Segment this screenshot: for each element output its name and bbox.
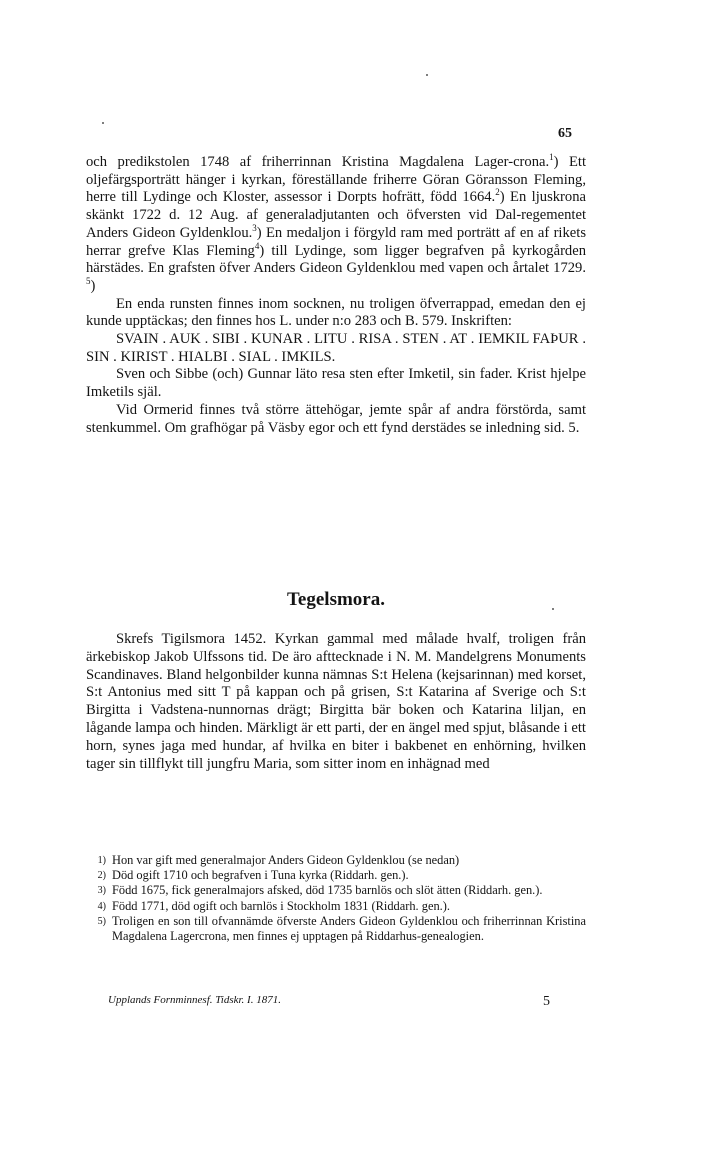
- footnote-ref: 3: [252, 222, 257, 233]
- footnote-mark: 5): [97, 915, 106, 927]
- body-text: [86, 154, 586, 437]
- speck-mark: [426, 74, 428, 76]
- footnote-mark: 1): [97, 855, 106, 866]
- footnote: [86, 914, 586, 944]
- footnote-text: Född 1675, fick generalmajors afsked, död 1735 barnlös och slöt ätten (Riddarh. gen.).: [112, 883, 543, 898]
- footnote: [86, 899, 586, 914]
- section-paragraph: Skrefs Tigilsmora 1452. Kyrkan gammal med målade hvalf, troligen från ärkebiskop Jakob Ulfssons tid. De äro afttecknade i N. M. Mandelgrens Monuments Scandinaves. Bland helgonbilder kunna nämnas S:t Helena (kejsarinnan) med korset, S:t Antonius med sitt T på kappan och på grisen, S:t Katarina af Sverige och S:t Birgitta i Vadstena-nunnornas drägt; Birgitta bär boken och Katarina liljan, en lågande lampa och hinden. Märkligt är ett parti, der en ängel med spjut, blåsande i ett horn, synes jaga med hundar, af hvilka en biter i bakbenet en enhörning, hvilken tager sin tillflykt till jungfru Maria, som sitter inom en inhägnad med: [86, 631, 586, 772]
- paragraph-2: En enda runsten finnes inom socknen, nu troligen öfverrappad, emedan den ej kunde upptäckas; den finnes hos L. under n:o 283 och B. 579. Inskriften:: [86, 295, 586, 330]
- speck-mark: [102, 122, 104, 124]
- footnote-ref: 5: [86, 276, 91, 287]
- footnote-ref: 1: [549, 152, 554, 163]
- footnote-ref: 2: [495, 187, 500, 198]
- text-run: En medaljon i förgyld ram med porträtt af en af rikets herrar grefve Klas Fleming: [86, 224, 587, 259]
- rune-inscription: SVAIN . AUK . SIBI . KUNAR . LITU . RISA . STEN . AT . IEMKIL FAÞUR . SIN . KIRIST . HIALBI . SIAL . IMKILS.: [86, 331, 586, 365]
- text-run: till Lydinge, som ligger begrafven på kyrkogården härstädes. En grafsten öfver Anders Gideon Gyldenklou med vapen och årtalet 1729.: [86, 242, 586, 277]
- paragraph-4: Vid Ormerid finnes två större ättehögar, jemte spår af andra förstörda, samt stenkummel. Om grafhögar på Väsby egor och ett fynd derstädes se inledning sid. 5.: [86, 401, 586, 436]
- footnote-text: Troligen en son till ofvannämde öfverste Anders Gideon Gyldenklou och friherrinnan Kristina Magdalena Lagercrona, men finnes ej upptagen på Riddarhus-genealogien.: [112, 913, 586, 944]
- footnote-mark: 3): [97, 885, 106, 897]
- footnote-text: Född 1771, död ogift och barnlös i Stockholm 1831 (Riddarh. gen.).: [112, 898, 450, 913]
- paragraph-1: och predikstolen 1748 af friherrinnan Kristina Magdalena Lager-crona.$^1$) Ett oljefärgsporträtt hänger i kyrkan, föreställande friherre Göran Göransson Fleming, herre till Lydinge och Kloster, assessor i Dorpts hofrätt, född 1664.$^2$) En ljuskrona skänkt 1722 d. 12 Aug. af generaladjutanten och öfversten vid Dal-regementet Anders Gideon Gyldenklou.$^3$) En medaljon i förgyld ram med porträtt af en af rikets herrar grefve Klas Fleming$^4$) till Lydinge, som ligger begrafven på kyrkogården härstädes. En grafsten öfver Anders Gideon Gyldenklou med vapen och årtalet 1729. $^5$): [86, 152, 587, 294]
- footnote-mark: 4): [97, 900, 106, 912]
- section-title: Tegelsmora.: [287, 589, 385, 610]
- text-run: och predikstolen 1748 af friherrinnan Kristina Magdalena Lager-crona.: [86, 154, 550, 170]
- footnote-text: Död ogift 1710 och begrafven i Tuna kyrka (Riddarh. gen.).: [112, 868, 409, 883]
- text-run: Ett oljefärgsporträtt hänger i kyrkan, föreställande friherre Göran Göransson Fleming, herre till Lydinge och Kloster, assessor i Dorpts hofrätt, född 1664.: [86, 154, 586, 206]
- footnote: [86, 853, 586, 868]
- journal-citation: Upplands Fornminnesf. Tidskr. I. 1871.: [108, 994, 281, 1006]
- text-run: En ljuskrona skänkt 1722 d. 12 Aug. af generaladjutanten och öfversten vid Dal-regementet Anders Gideon Gyldenklou.: [86, 189, 586, 241]
- page-footer: [86, 994, 586, 1010]
- signature-mark: 5: [543, 994, 550, 1009]
- footnotes: [86, 853, 586, 944]
- section-text: [86, 631, 586, 773]
- page-number: 65: [558, 126, 572, 141]
- footnote-text: Hon var gift med generalmajor Anders Gideon Gyldenklou (se nedan): [112, 853, 460, 867]
- footnote-divider: [86, 845, 586, 846]
- paragraph-3: Sven och Sibbe (och) Gunnar läto resa sten efter Imketil, sin fader. Krist hjelpe Imketils själ.: [86, 366, 586, 401]
- footnote-mark: 2): [97, 870, 106, 882]
- footnote: [86, 868, 586, 883]
- footnote: [86, 883, 586, 898]
- footnote-ref: 4: [254, 240, 260, 251]
